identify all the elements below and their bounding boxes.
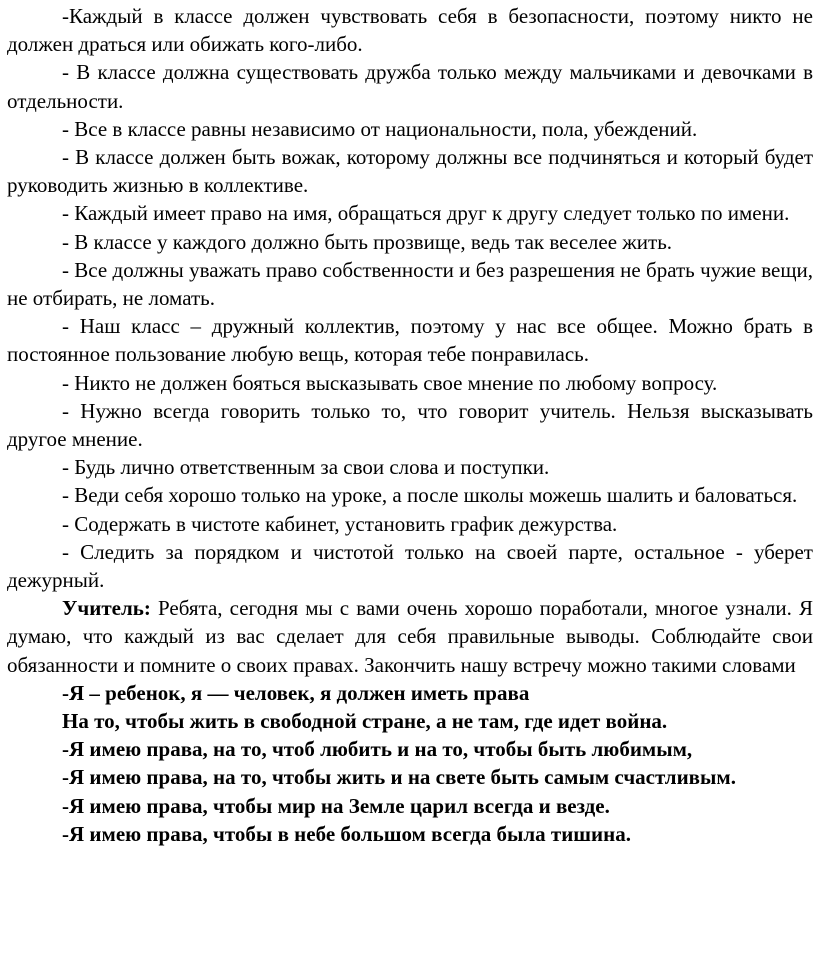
poem-line: -Я имею права, чтобы мир на Земле царил всегда и везде. [62, 793, 610, 818]
rule-paragraph: - Веди себя хорошо только на уроке, а после школы можешь шалить и баловаться. [62, 483, 798, 508]
rule-paragraph: - Каждый имеет право на имя, обращаться друг к другу следует только по имени. [62, 201, 790, 226]
poem-line: -Я – ребенок, я — человек, я должен иметь права [62, 680, 530, 705]
teacher-paragraph [7, 594, 813, 679]
poem-line: -Я имею права, чтобы в небе большом всегда была тишина. [62, 821, 631, 846]
teacher-text: Ребята, сегодня мы с вами очень хорошо поработали, многое узнали. Я думаю, что каждый из вас сделает для себя правильные выводы. Соблюдайте свои обязанности и помните о своих правах. Закончить нашу встречу можно такими словами [7, 596, 813, 677]
rule-paragraph: - Содержать в чистоте кабинет, установить график дежурства. [62, 511, 618, 536]
rule-paragraph: - Наш класс – дружный коллектив, поэтому у нас все общее. Можно брать в постоянное пользование любую вещь, которая тебе понравилась. [7, 314, 813, 367]
poem-line: -Я имею права, на то, чтобы жить и на свете быть самым счастливым. [62, 765, 736, 790]
rule-paragraph: - В классе должен быть вожак, которому должны все подчиняться и который будет руководить жизнью в коллективе. [7, 145, 813, 198]
poem-line: На то, чтобы жить в свободной стране, а не там, где идет война. [62, 709, 668, 734]
rule-paragraph: - Нужно всегда говорить только то, что говорит учитель. Нельзя высказывать другое мнение. [7, 398, 813, 452]
teacher-label: Учитель: [62, 596, 151, 621]
rule-paragraph: - В классе должна существовать дружба только между мальчиками и девочками в отдельности. [7, 60, 813, 113]
rule-paragraph: - Все должны уважать право собственности и без разрешения не брать чужие вещи, не отбирать, не ломать. [7, 257, 813, 311]
rule-paragraph: - Все в классе равны независимо от национальности, пола, убеждений. [62, 116, 698, 141]
rule-paragraph: - В классе у каждого должно быть прозвище, ведь так веселее жить. [62, 229, 673, 254]
rule-paragraph: - Никто не должен бояться высказывать свое мнение по любому вопросу. [62, 370, 718, 395]
poem-line: -Я имею права, на то, чтоб любить и на то, чтобы быть любимым, [62, 737, 693, 762]
rule-paragraph: -Каждый в классе должен чувствовать себя в безопасности, поэтому никто не должен драться или обижать кого-либо. [7, 4, 813, 57]
rule-paragraph: - Следить за порядком и чистотой только на своей парте, остальное - уберет дежурный. [7, 539, 813, 593]
document-page [7, 2, 813, 848]
rule-paragraph: - Будь лично ответственным за свои слова и поступки. [62, 455, 550, 480]
